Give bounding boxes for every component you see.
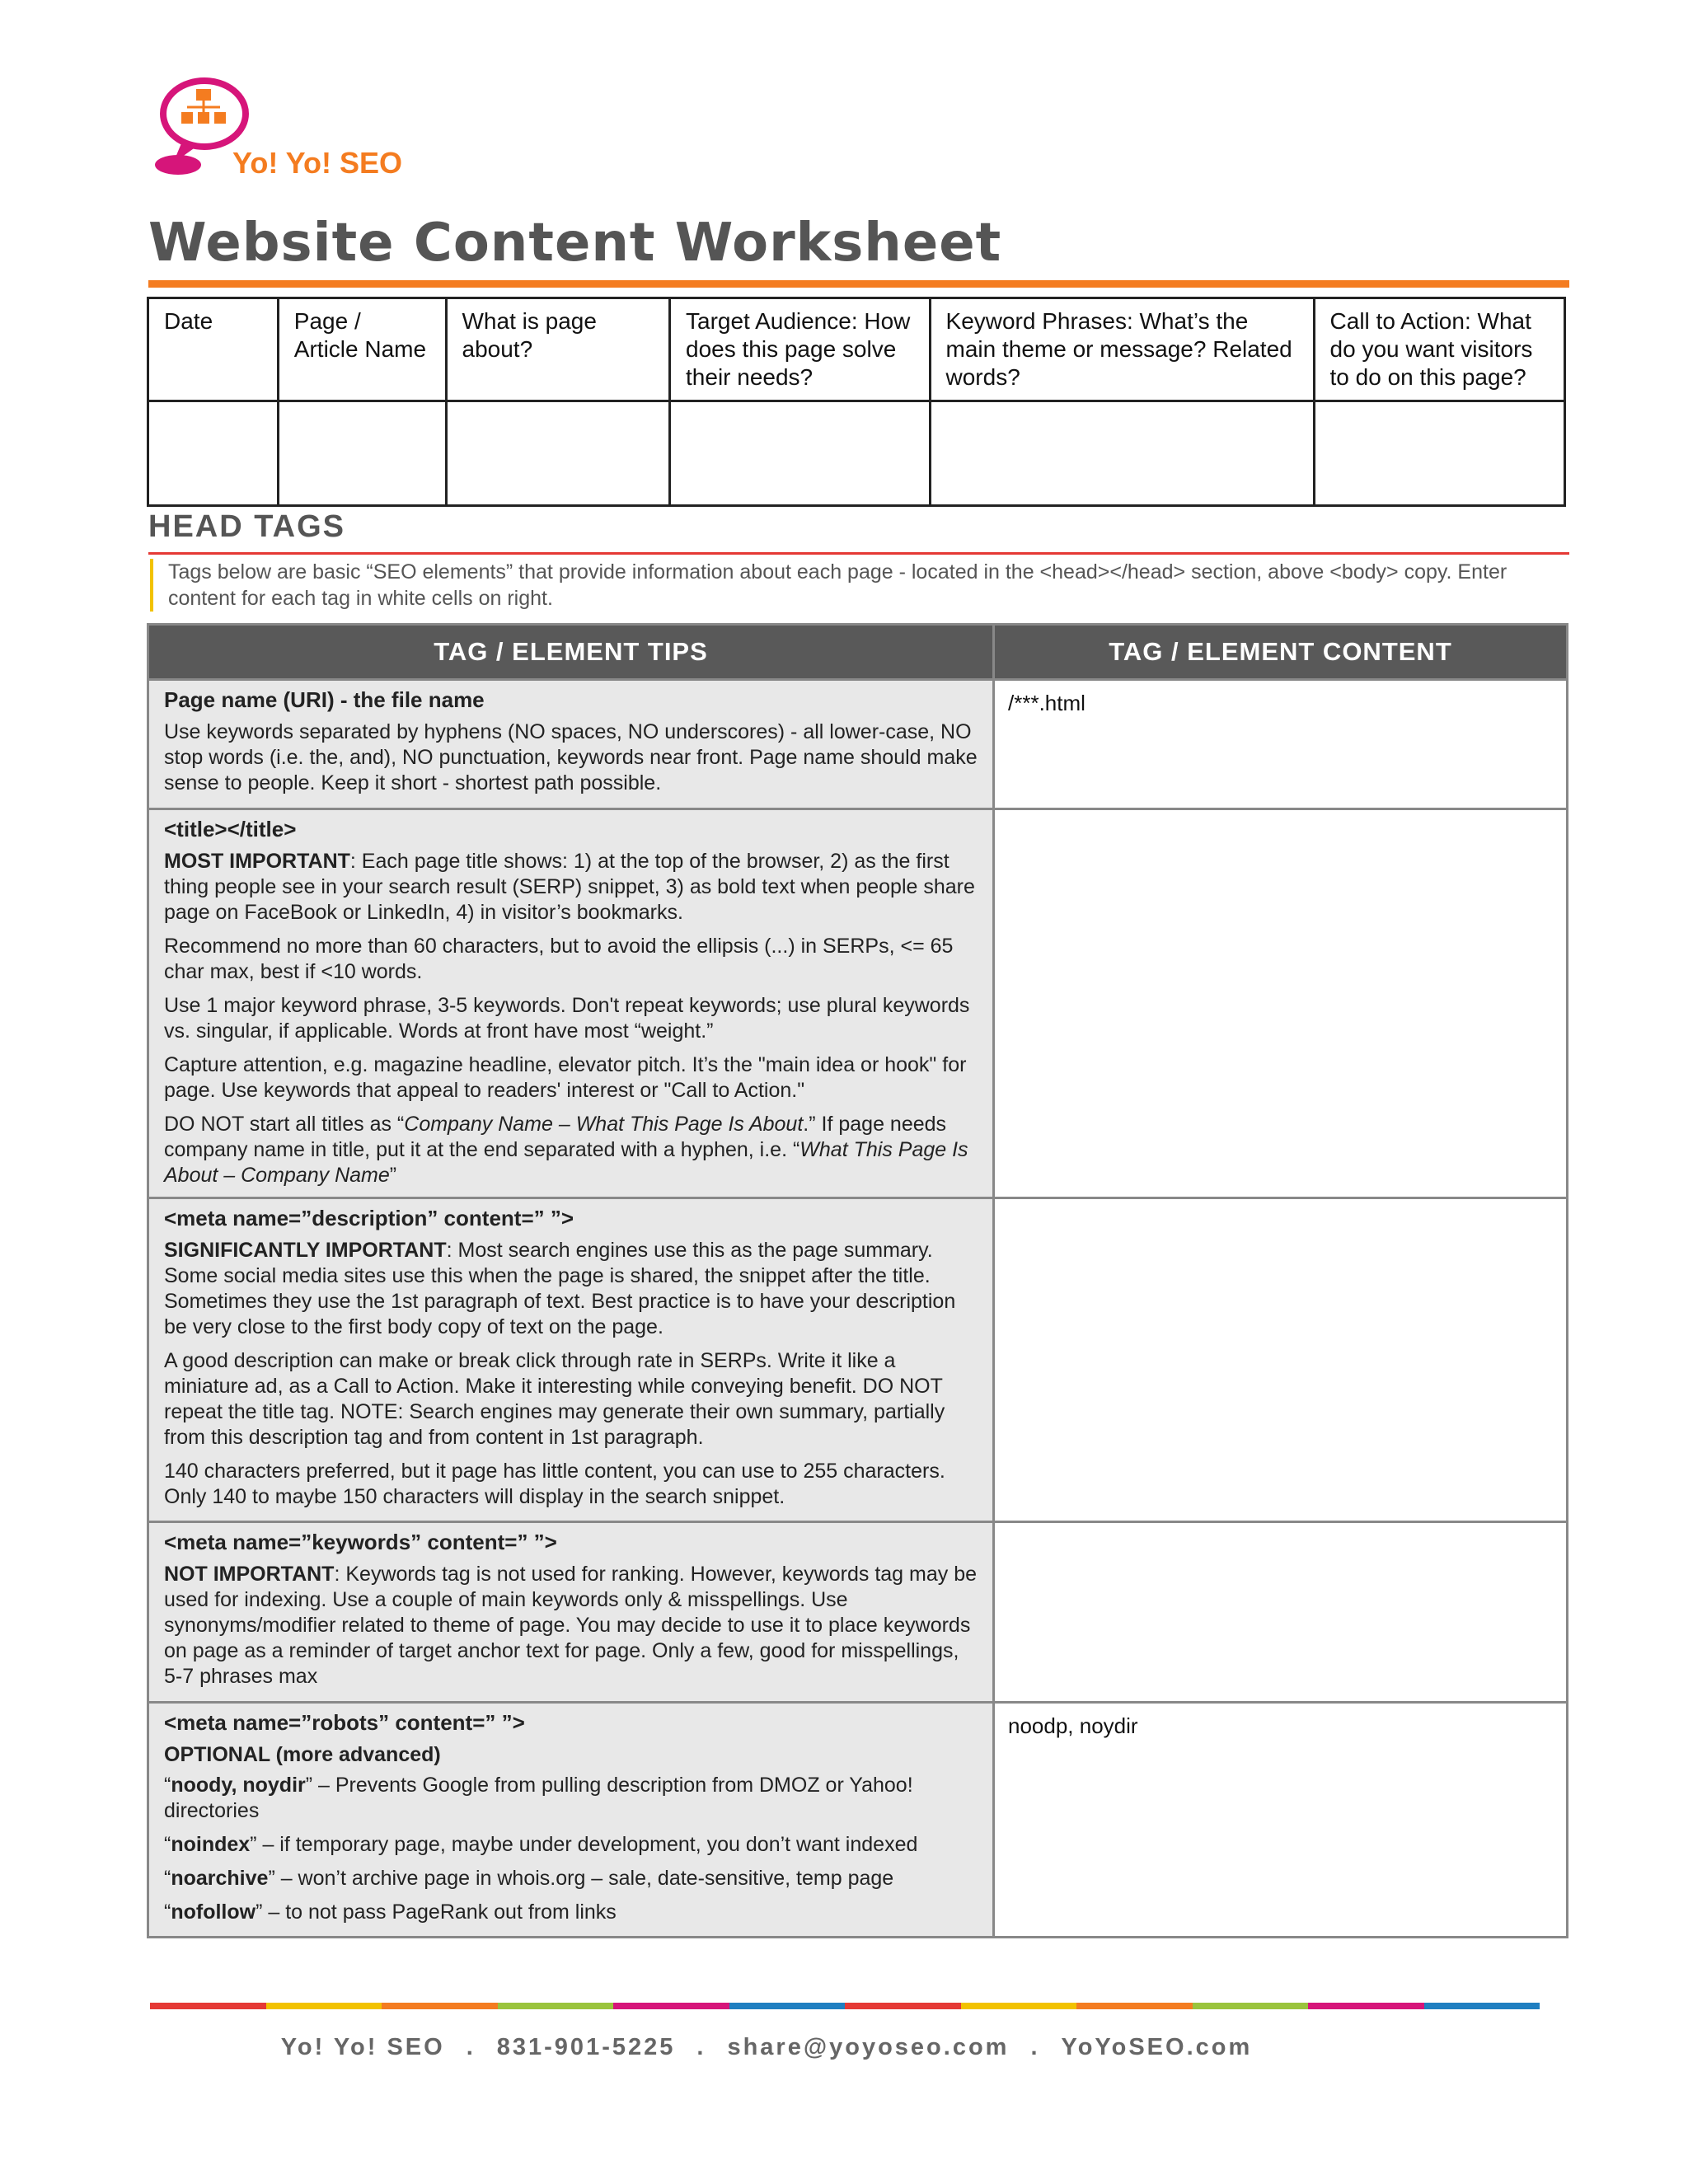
page-name-cell[interactable] bbox=[278, 401, 446, 506]
tip-title: <meta name=”description” content=” ”> bbox=[164, 1206, 574, 1230]
table-header-row bbox=[148, 298, 1565, 401]
footer-separator: . bbox=[696, 2034, 706, 2060]
content-value: /***.html bbox=[1008, 691, 1085, 715]
robots-tag-content-cell[interactable] bbox=[994, 1703, 1568, 1938]
tip-text-body: : Most search engines use this as the page summary. Some social media sites use this when the page is shared, the snippet after the title. Sometimes they use the 1st paragraph of text. Best practice is to have your description be very close to the first body copy of text on the page. bbox=[164, 1239, 956, 1338]
tip-text: Recommend no more than 60 characters, but to avoid the ellipsis (...) in SERPs, <= 65 char max, best if <10 words. bbox=[164, 935, 954, 983]
tip-text-part: .” If page needs company name in title, put it at the end separated with a hyphen, i.e. “ bbox=[164, 1113, 947, 1161]
call-to-action-cell[interactable] bbox=[1314, 401, 1564, 506]
table-row bbox=[148, 680, 1568, 809]
tip-text-body: ” – won’t archive page in whois.org – sale, date-sensitive, temp page bbox=[268, 1867, 894, 1890]
header-target-audience: Target Audience: How does this page solve their needs? bbox=[670, 298, 931, 401]
tip-emphasis: NOT IMPORTANT bbox=[164, 1563, 335, 1586]
color-bar-segment bbox=[845, 2003, 961, 2009]
description-tag-content-cell[interactable] bbox=[994, 1198, 1568, 1522]
title-tag-tips bbox=[148, 809, 994, 1198]
logo-text: Yo! Yo! SEO bbox=[232, 146, 403, 180]
color-bar-segment bbox=[266, 2003, 382, 2009]
tip-text bbox=[164, 1238, 978, 1340]
tip-emphasis: SIGNIFICANTLY IMPORTANT bbox=[164, 1239, 447, 1262]
robots-term: noody, noydir bbox=[171, 1774, 306, 1797]
tip-title: Page name (URI) - the file name bbox=[164, 687, 485, 712]
head-tags-intro: Tags below are basic “SEO elements” that provide information about each page - located in the <head></head> section, above <body> copy. Enter content for each tag in white cells on right. bbox=[150, 559, 1569, 612]
color-bar-segment bbox=[498, 2003, 614, 2009]
tip-text-body: ” – to not pass PageRank out from links bbox=[256, 1900, 617, 1924]
tip-text bbox=[164, 1866, 978, 1891]
tip-text bbox=[164, 1832, 978, 1858]
table-row bbox=[148, 1198, 1568, 1522]
footer-separator: . bbox=[466, 2034, 476, 2060]
tip-text bbox=[164, 1773, 978, 1824]
color-bar-segment bbox=[961, 2003, 1077, 2009]
page-title: Website Content Worksheet bbox=[148, 213, 1002, 274]
page-name-tips bbox=[148, 680, 994, 809]
tip-text-italic: Company Name – What This Page Is About bbox=[404, 1113, 804, 1136]
tip-text-body: ” – if temporary page, maybe under development, you don’t want indexed bbox=[250, 1833, 918, 1856]
yoyoseo-logo bbox=[148, 71, 429, 186]
worksheet-summary-table bbox=[147, 297, 1566, 507]
keyword-phrases-cell[interactable] bbox=[930, 401, 1314, 506]
title-tag-content-cell[interactable] bbox=[994, 809, 1568, 1198]
entry-row bbox=[148, 401, 1565, 506]
tip-text: Use 1 major keyword phrase, 3-5 keywords. Don't repeat keywords; use plural keywords vs. singular, if applicable. Words at front have most “weight.” bbox=[164, 994, 970, 1043]
table-row bbox=[148, 1703, 1568, 1938]
page-about-cell[interactable] bbox=[446, 401, 670, 506]
logo-graphic bbox=[148, 71, 412, 186]
tip-title: <meta name=”robots” content=” ”> bbox=[164, 1710, 525, 1735]
tip-text: Use keywords separated by hyphens (NO spaces, NO underscores) - all lower-case, NO stop words (i.e. the, and), NO punctuation, keywords near front. Page name should make sense to people. Keep it short - shortest path possible. bbox=[164, 720, 978, 794]
footer-website[interactable]: YoYoSEO.com bbox=[1061, 2034, 1253, 2060]
color-bar-segment bbox=[1193, 2003, 1309, 2009]
description-tag-tips bbox=[148, 1198, 994, 1522]
header-page-about: What is page about? bbox=[446, 298, 670, 401]
quote-mark: “ bbox=[164, 1900, 171, 1924]
tip-text-body: ” – Prevents Google from pulling description from DMOZ or Yahoo! directories bbox=[164, 1774, 913, 1822]
tip-text: Capture attention, e.g. magazine headline, elevator pitch. It’s the "main idea or hook" for page. Use keywords that appeal to readers' interest or "Call to Action." bbox=[164, 1053, 967, 1102]
footer-separator: . bbox=[1030, 2034, 1040, 2060]
robots-tag-tips bbox=[148, 1703, 994, 1938]
tip-title: <title></title> bbox=[164, 817, 297, 841]
tip-text bbox=[164, 1900, 978, 1925]
color-bar-segment bbox=[1076, 2003, 1193, 2009]
color-bar-segment bbox=[1424, 2003, 1540, 2009]
quote-mark: “ bbox=[164, 1774, 171, 1797]
table-row bbox=[148, 809, 1568, 1198]
head-tags-table bbox=[147, 623, 1568, 1938]
footer-brand: Yo! Yo! SEO bbox=[280, 2034, 445, 2060]
head-tags-rule bbox=[148, 552, 1569, 555]
color-bar-segment bbox=[729, 2003, 846, 2009]
date-cell[interactable] bbox=[148, 401, 279, 506]
tip-text-body: : Each page title shows: 1) at the top of the browser, 2) as the first thing people see in your search result (SERP) snippet, 3) as bold text when people share page on FaceBook or LinkedIn, 4) in visitor’s bookmarks. bbox=[164, 850, 975, 924]
tip-subtitle: OPTIONAL (more advanced) bbox=[164, 1743, 441, 1766]
robots-term: noindex bbox=[171, 1833, 251, 1856]
quote-mark: “ bbox=[164, 1867, 171, 1890]
tip-text-part: DO NOT start all titles as “ bbox=[164, 1113, 405, 1136]
col-tips-header: TAG / ELEMENT TIPS bbox=[148, 625, 994, 680]
robots-term: noarchive bbox=[171, 1867, 269, 1890]
color-bar-segment bbox=[1308, 2003, 1424, 2009]
tip-emphasis: MOST IMPORTANT bbox=[164, 850, 350, 873]
tip-text-body: : Keywords tag is not used for ranking. However, keywords tag may be used for indexing. Use a couple of main keywords only & misspellings. Use synonyms/modifier related to theme of page. You may decide to use it to place keywords on page as a reminder of target anchor text for page. Only a few, good for misspellings, 5-7 phrases max bbox=[164, 1563, 978, 1688]
target-audience-cell[interactable] bbox=[670, 401, 931, 506]
color-bar-segment bbox=[382, 2003, 498, 2009]
tip-text bbox=[164, 849, 978, 926]
content-value: noodp, noydir bbox=[1008, 1713, 1138, 1738]
robots-term: nofollow bbox=[171, 1900, 256, 1924]
tip-text: 140 characters preferred, but it page has little content, you can use to 255 characters. Only 140 to maybe 150 characters will display in the search snippet. bbox=[164, 1460, 945, 1508]
tip-text-italic: What This Page Is About – Company Name bbox=[164, 1138, 968, 1187]
head-tags-heading: HEAD TAGS bbox=[148, 509, 345, 544]
footer-color-bar bbox=[150, 2003, 1540, 2009]
quote-mark: “ bbox=[164, 1833, 171, 1856]
footer-phone[interactable]: 831-901-5225 bbox=[496, 2034, 676, 2060]
head-tags-header-row bbox=[148, 625, 1568, 680]
color-bar-segment bbox=[150, 2003, 266, 2009]
page-name-content-cell[interactable] bbox=[994, 680, 1568, 809]
title-rule bbox=[148, 280, 1569, 288]
tip-text bbox=[164, 1562, 978, 1690]
table-row bbox=[148, 1522, 1568, 1703]
header-page-name: Page / Article Name bbox=[278, 298, 446, 401]
footer-contact bbox=[148, 2034, 1385, 2061]
tip-title: <meta name=”keywords” content=” ”> bbox=[164, 1530, 557, 1554]
header-keyword-phrases: Keyword Phrases: What’s the main theme or message? Related words? bbox=[930, 298, 1314, 401]
tip-text: A good description can make or break click through rate in SERPs. Write it like a miniature ad, as a Call to Action. Make it interesting while conveying benefit. DO NOT repeat the title tag. NOTE: Search engines may generate their own summary, partially from this description tag and from content in 1st paragraph. bbox=[164, 1349, 945, 1449]
keywords-tag-tips bbox=[148, 1522, 994, 1703]
footer-email[interactable]: share@yoyoseo.com bbox=[727, 2034, 1010, 2060]
tip-text bbox=[164, 1112, 978, 1188]
header-date: Date bbox=[148, 298, 279, 401]
header-call-to-action: Call to Action: What do you want visitors to do on this page? bbox=[1314, 298, 1564, 401]
color-bar-segment bbox=[613, 2003, 729, 2009]
col-content-header: TAG / ELEMENT CONTENT bbox=[994, 625, 1568, 680]
keywords-tag-content-cell[interactable] bbox=[994, 1522, 1568, 1703]
tip-text-part: ” bbox=[389, 1164, 397, 1187]
